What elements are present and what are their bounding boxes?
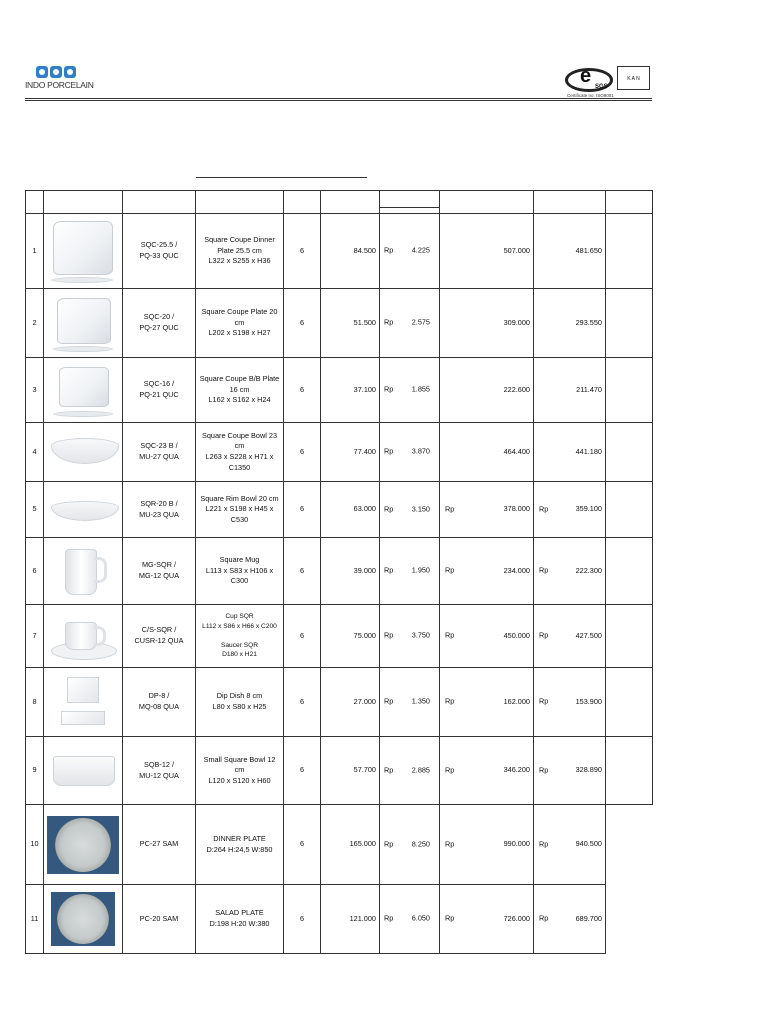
header-cell: [284, 191, 321, 214]
description-line: [199, 631, 280, 641]
product-code-secondary: MU-23 QUA: [139, 509, 179, 519]
product-image-cell: [44, 538, 123, 605]
price: 121.000: [321, 885, 380, 954]
product-code-secondary: PQ-21 QUC: [139, 390, 179, 399]
product-image-cell: [44, 358, 123, 423]
row-number: 11: [26, 885, 44, 954]
net-amount-value: 689.700: [575, 913, 602, 923]
net-amount-value: 427.500: [575, 630, 602, 640]
header-rule: [25, 98, 652, 99]
description-line: L263 x S228 x H71 x: [205, 452, 274, 461]
unit-currency: Rp: [384, 630, 394, 640]
product-code-secondary: PQ-33 QUC: [139, 251, 179, 260]
bowl-shape: [51, 501, 119, 521]
amount-value: 162.000: [503, 696, 530, 706]
cup-shape: [65, 622, 97, 650]
product-code-cell: [123, 538, 196, 605]
description-line: Square Rim Bowl 20 cm: [200, 493, 279, 503]
unit-price-cell: [380, 289, 440, 358]
row-number: 8: [26, 668, 44, 737]
table-row: [26, 805, 653, 885]
product-code-cell: [123, 737, 196, 805]
unit-price: 1.350: [411, 696, 430, 706]
description-line: L162 x S162 x H24: [208, 395, 271, 405]
row-number: 2: [26, 289, 44, 358]
description-line: L221 x S198 x H45 x: [205, 504, 274, 514]
unit-price-cell: [380, 605, 440, 668]
unit-price: 1.950: [411, 565, 430, 575]
product-image: [47, 608, 119, 665]
description-line: D:198 H:20 W:380: [209, 919, 270, 928]
square-plate-shape: [53, 221, 113, 275]
net-currency: Rp: [539, 913, 549, 923]
notes-cell: [606, 805, 653, 885]
unit-price: 1.855: [411, 384, 430, 394]
row-number: 4: [26, 423, 44, 482]
product-code-secondary: MQ-08 QUA: [138, 702, 180, 711]
net-amount-cell: [534, 805, 606, 885]
header-cell: [44, 191, 123, 214]
product-code-primary: SQB-12 /: [143, 759, 174, 769]
notes-cell: [606, 482, 653, 538]
net-amount-value: 940.500: [575, 839, 602, 849]
plate-side-shape: [51, 277, 113, 283]
table-row: [26, 668, 653, 737]
product-image-cell: [44, 668, 123, 737]
table-row: [26, 423, 653, 482]
notes-cell: [606, 737, 653, 805]
amount-value: 234.000: [503, 565, 530, 575]
logo-cup-icon: [36, 66, 48, 78]
product-image-cell: [44, 482, 123, 538]
price: 165.000: [321, 805, 380, 885]
amount-cell: [440, 885, 534, 954]
cert-caption: Certificate no. ISO9001: [567, 93, 614, 98]
net-amount-value: 293.550: [575, 317, 602, 327]
certification-logos: [565, 66, 653, 98]
description-line: SALAD PLATE: [215, 908, 264, 918]
row-number: 9: [26, 737, 44, 805]
amount-cell: [440, 805, 534, 885]
product-description-cell: [196, 885, 284, 954]
header-cell: [123, 191, 196, 214]
product-image-cell: [44, 805, 123, 885]
net-amount-cell: [534, 605, 606, 668]
description-line: D:264 H:24,5 W:850: [206, 844, 273, 854]
quantity: 6: [284, 885, 321, 954]
product-image-cell: [44, 423, 123, 482]
description-line: C1350: [228, 462, 251, 472]
unit-currency: Rp: [384, 504, 394, 514]
price: 51.500: [321, 289, 380, 358]
description-line: L120 x S120 x H60: [208, 775, 271, 785]
description-line: Saucer SQR: [220, 641, 258, 649]
quantity: 6: [284, 737, 321, 805]
net-amount-cell: [534, 668, 606, 737]
quantity: 6: [284, 605, 321, 668]
description-line: cm: [234, 441, 245, 451]
product-image-cell: [44, 885, 123, 954]
unit-currency: Rp: [384, 913, 394, 923]
description-line: L322 x S255 x H36: [208, 256, 271, 266]
notes-cell: [606, 214, 653, 289]
net-amount-value: 481.650: [575, 245, 602, 255]
amount-currency: Rp: [445, 504, 455, 514]
notes-cell: [606, 358, 653, 423]
price: 63.000: [321, 482, 380, 538]
unit-currency: Rp: [384, 565, 394, 575]
net-currency: Rp: [539, 696, 549, 706]
net-currency: Rp: [539, 839, 549, 849]
product-price-table: [25, 190, 653, 954]
square-plate-shape: [57, 298, 111, 344]
product-code-cell: [123, 885, 196, 954]
product-image: [47, 541, 119, 602]
quantity: 6: [284, 358, 321, 423]
product-code-secondary: CUSR-12 QUA: [134, 636, 184, 645]
net-amount-cell: [534, 737, 606, 805]
product-code-primary: SQC-20 /: [143, 312, 175, 322]
description-line: Square Coupe Plate 20: [201, 307, 278, 317]
quantity: 6: [284, 482, 321, 538]
product-image: [47, 888, 119, 951]
notes-cell: [606, 605, 653, 668]
product-code-secondary: PQ-27 QUC: [139, 323, 179, 332]
net-amount-value: 153.900: [575, 696, 602, 706]
unit-price: 2.885: [411, 765, 430, 775]
product-description-cell: [196, 289, 284, 358]
product-code-secondary: MU-12 QUA: [139, 770, 179, 780]
net-amount-cell: [534, 358, 606, 423]
product-code-primary: SQC-16 /: [143, 379, 175, 389]
net-amount-value: 211.470: [576, 384, 602, 394]
plate-side-shape: [53, 346, 113, 352]
product-image-cell: [44, 289, 123, 358]
brand-name: INDO PORCELAIN: [25, 80, 94, 90]
row-number: 7: [26, 605, 44, 668]
description-line: Square Coupe B/B Plate: [199, 374, 280, 384]
product-code-cell: [123, 214, 196, 289]
square-plate-shape: [59, 367, 109, 407]
quantity: 6: [284, 538, 321, 605]
product-description-cell: [196, 605, 284, 668]
stone-plate-shape: [57, 894, 109, 944]
description-line: Cup SQR: [225, 613, 254, 621]
amount-currency: Rp: [445, 565, 455, 575]
notes-cell: [606, 423, 653, 482]
table-row: [26, 538, 653, 605]
amount-currency: Rp: [445, 630, 455, 640]
unit-price: 3.870: [411, 446, 430, 456]
product-code-primary: PC-20 SAM: [139, 913, 179, 923]
table-row: [26, 358, 653, 423]
description-line: Square Coupe Bowl 23: [201, 430, 278, 440]
unit-currency: Rp: [384, 765, 394, 775]
dip-dish-side-shape: [61, 711, 105, 725]
amount-value: 450.000: [503, 630, 530, 640]
description-line: 16 cm: [229, 384, 250, 394]
table-row: [26, 482, 653, 538]
description-line: Square Mug: [219, 555, 260, 565]
unit-price: 3.750: [411, 630, 430, 640]
product-description-cell: [196, 482, 284, 538]
product-code-cell: [123, 423, 196, 482]
net-amount-value: 222.300: [575, 565, 602, 575]
bowl-shape: [51, 438, 119, 464]
sgs-mark: SGS: [595, 84, 608, 90]
product-description-cell: [196, 538, 284, 605]
product-image: [47, 361, 119, 420]
amount-value: 222.600: [503, 384, 530, 394]
description-line: DINNER PLATE: [213, 833, 266, 843]
row-number: 1: [26, 214, 44, 289]
description-line: L112 x S86 x H66 x C200: [202, 622, 277, 630]
header-cell: [380, 191, 440, 214]
net-amount-cell: [534, 482, 606, 538]
notes-cell: [606, 538, 653, 605]
amount-value: 378.000: [503, 504, 530, 514]
amount-currency: Rp: [445, 913, 455, 923]
notes-cell: [606, 668, 653, 737]
unit-currency: Rp: [384, 696, 394, 706]
row-number: 3: [26, 358, 44, 423]
header-rule-double: [25, 100, 652, 101]
row-number: 10: [26, 805, 44, 885]
price: 37.100: [321, 358, 380, 423]
amount-cell: [440, 289, 534, 358]
row-number: 5: [26, 482, 44, 538]
quantity: 6: [284, 668, 321, 737]
unit-price-cell: [380, 358, 440, 423]
amount-currency: Rp: [445, 765, 455, 775]
description-line: cm: [234, 765, 245, 775]
logo-pot-icon: [64, 66, 76, 78]
net-amount-value: 359.100: [575, 504, 602, 514]
dip-dish-shape: [67, 677, 99, 703]
square-bowl-shape: [53, 756, 115, 786]
unit-price-cell: [380, 885, 440, 954]
product-description-cell: [196, 214, 284, 289]
net-currency: Rp: [539, 565, 549, 575]
header-cell: [196, 191, 284, 214]
cup-handle-shape: [94, 626, 106, 646]
description-line: Dip Dish 8 cm: [216, 691, 263, 701]
product-code-cell: [123, 482, 196, 538]
product-code-primary: C/S-SQR /: [141, 625, 177, 635]
description-line: Plate 25.5 cm: [217, 245, 262, 255]
header-cell: [534, 191, 606, 214]
description-line: L202 x S198 x H27: [208, 328, 271, 338]
unit-currency: Rp: [384, 446, 394, 456]
product-description-cell: [196, 423, 284, 482]
unit-price: 6.050: [411, 913, 430, 923]
table-row: [26, 605, 653, 668]
table-header-row: [26, 191, 653, 214]
price: 75.000: [321, 605, 380, 668]
product-image: [47, 485, 119, 535]
product-description-cell: [196, 668, 284, 737]
unit-currency: Rp: [384, 839, 394, 849]
amount-value: 990.000: [503, 839, 530, 849]
amount-cell: [440, 214, 534, 289]
product-code-primary: SQR-20 B /: [140, 498, 178, 508]
amount-cell: [440, 423, 534, 482]
amount-cell: [440, 482, 534, 538]
product-code-secondary: MG-12 QUA: [138, 571, 180, 580]
price: 84.500: [321, 214, 380, 289]
product-image: [47, 426, 119, 479]
unit-currency: Rp: [384, 384, 394, 394]
quantity: 6: [284, 805, 321, 885]
brand-icons: [36, 66, 125, 78]
unit-price: 2.575: [411, 317, 430, 327]
mug-shape: [65, 549, 97, 595]
amount-cell: [440, 668, 534, 737]
title-underline: [196, 177, 367, 178]
mug-handle-shape: [94, 557, 107, 583]
description-line: cm: [234, 317, 245, 327]
unit-price: 4.225: [411, 245, 430, 255]
product-code-cell: [123, 805, 196, 885]
amount-currency: Rp: [445, 839, 455, 849]
product-image-cell: [44, 737, 123, 805]
amount-cell: [440, 737, 534, 805]
quantity: 6: [284, 289, 321, 358]
brand-logo: [25, 66, 125, 90]
quantity: 6: [284, 423, 321, 482]
product-code-primary: PC-27 SAM: [139, 839, 179, 849]
net-amount-cell: [534, 538, 606, 605]
table-row: [26, 737, 653, 805]
unit-price-cell: [380, 538, 440, 605]
product-image: [47, 292, 119, 355]
product-image-cell: [44, 214, 123, 289]
product-code-cell: [123, 668, 196, 737]
product-image: [47, 740, 119, 802]
amount-cell: [440, 605, 534, 668]
unit-price-cell: [380, 423, 440, 482]
notes-cell: [606, 885, 653, 954]
description-line: C300: [230, 576, 249, 586]
net-amount-cell: [534, 423, 606, 482]
amount-cell: [440, 358, 534, 423]
product-code-primary: MG-SQR /: [141, 560, 177, 570]
amount-cell: [440, 538, 534, 605]
header-cell: [26, 191, 44, 214]
product-image: [47, 217, 119, 286]
product-description-cell: [196, 737, 284, 805]
unit-price-cell: [380, 737, 440, 805]
unit-currency: Rp: [384, 317, 394, 327]
table-row: [26, 885, 653, 954]
net-amount-cell: [534, 214, 606, 289]
product-code-primary: SQC-25.5 /: [140, 240, 178, 250]
description-line: Square Coupe Dinner: [204, 235, 275, 245]
table-row: [26, 214, 653, 289]
net-currency: Rp: [539, 504, 549, 514]
header-cell: [606, 191, 653, 214]
quantity: 6: [284, 214, 321, 289]
description-line: L113 x S83 x H106 x: [205, 565, 274, 575]
unit-currency: Rp: [384, 245, 394, 255]
price: 39.000: [321, 538, 380, 605]
header-cell: [321, 191, 380, 214]
product-code-primary: DP-8 /: [148, 691, 170, 701]
amount-currency: Rp: [445, 696, 455, 706]
row-number: 6: [26, 538, 44, 605]
header-cell: [440, 191, 534, 214]
stone-plate-shape: [55, 818, 111, 872]
amount-value: 464.400: [503, 446, 530, 456]
product-code-cell: [123, 358, 196, 423]
product-code-cell: [123, 289, 196, 358]
net-currency: Rp: [539, 630, 549, 640]
unit-price: 3.150: [411, 504, 430, 514]
logo-bowl-icon: [50, 66, 62, 78]
amount-value: 726.000: [503, 913, 530, 923]
product-image-cell: [44, 605, 123, 668]
product-description-cell: [196, 358, 284, 423]
amount-value: 507.000: [503, 245, 530, 255]
price: 77.400: [321, 423, 380, 482]
amount-value: 346.200: [503, 765, 530, 775]
description-line: L80 x S80 x H25: [212, 702, 267, 711]
net-amount-cell: [534, 289, 606, 358]
net-amount-value: 441.180: [575, 446, 602, 456]
kan-logo: K A N: [617, 66, 650, 90]
price: 27.000: [321, 668, 380, 737]
product-code-primary: SQC-23 B /: [140, 441, 178, 451]
description-line: D180 x H21: [222, 651, 257, 659]
price: 57.700: [321, 737, 380, 805]
product-code-secondary: MU-27 QUA: [139, 452, 179, 461]
product-image: [47, 671, 119, 734]
description-line: C530: [230, 514, 249, 524]
table-row: [26, 289, 653, 358]
unit-price-cell: [380, 214, 440, 289]
amount-value: 309.000: [503, 317, 530, 327]
notes-cell: [606, 289, 653, 358]
unit-price-cell: [380, 668, 440, 737]
product-image: [47, 808, 119, 882]
unit-price: 8.250: [411, 839, 430, 849]
unit-price-cell: [380, 482, 440, 538]
net-currency: Rp: [539, 765, 549, 775]
plate-side-shape: [53, 411, 113, 417]
net-amount-value: 328.890: [575, 765, 602, 775]
product-description-cell: [196, 805, 284, 885]
description-line: Small Square Bowl 12: [203, 754, 276, 764]
net-amount-cell: [534, 885, 606, 954]
unit-price-cell: [380, 805, 440, 885]
product-code-cell: [123, 605, 196, 668]
